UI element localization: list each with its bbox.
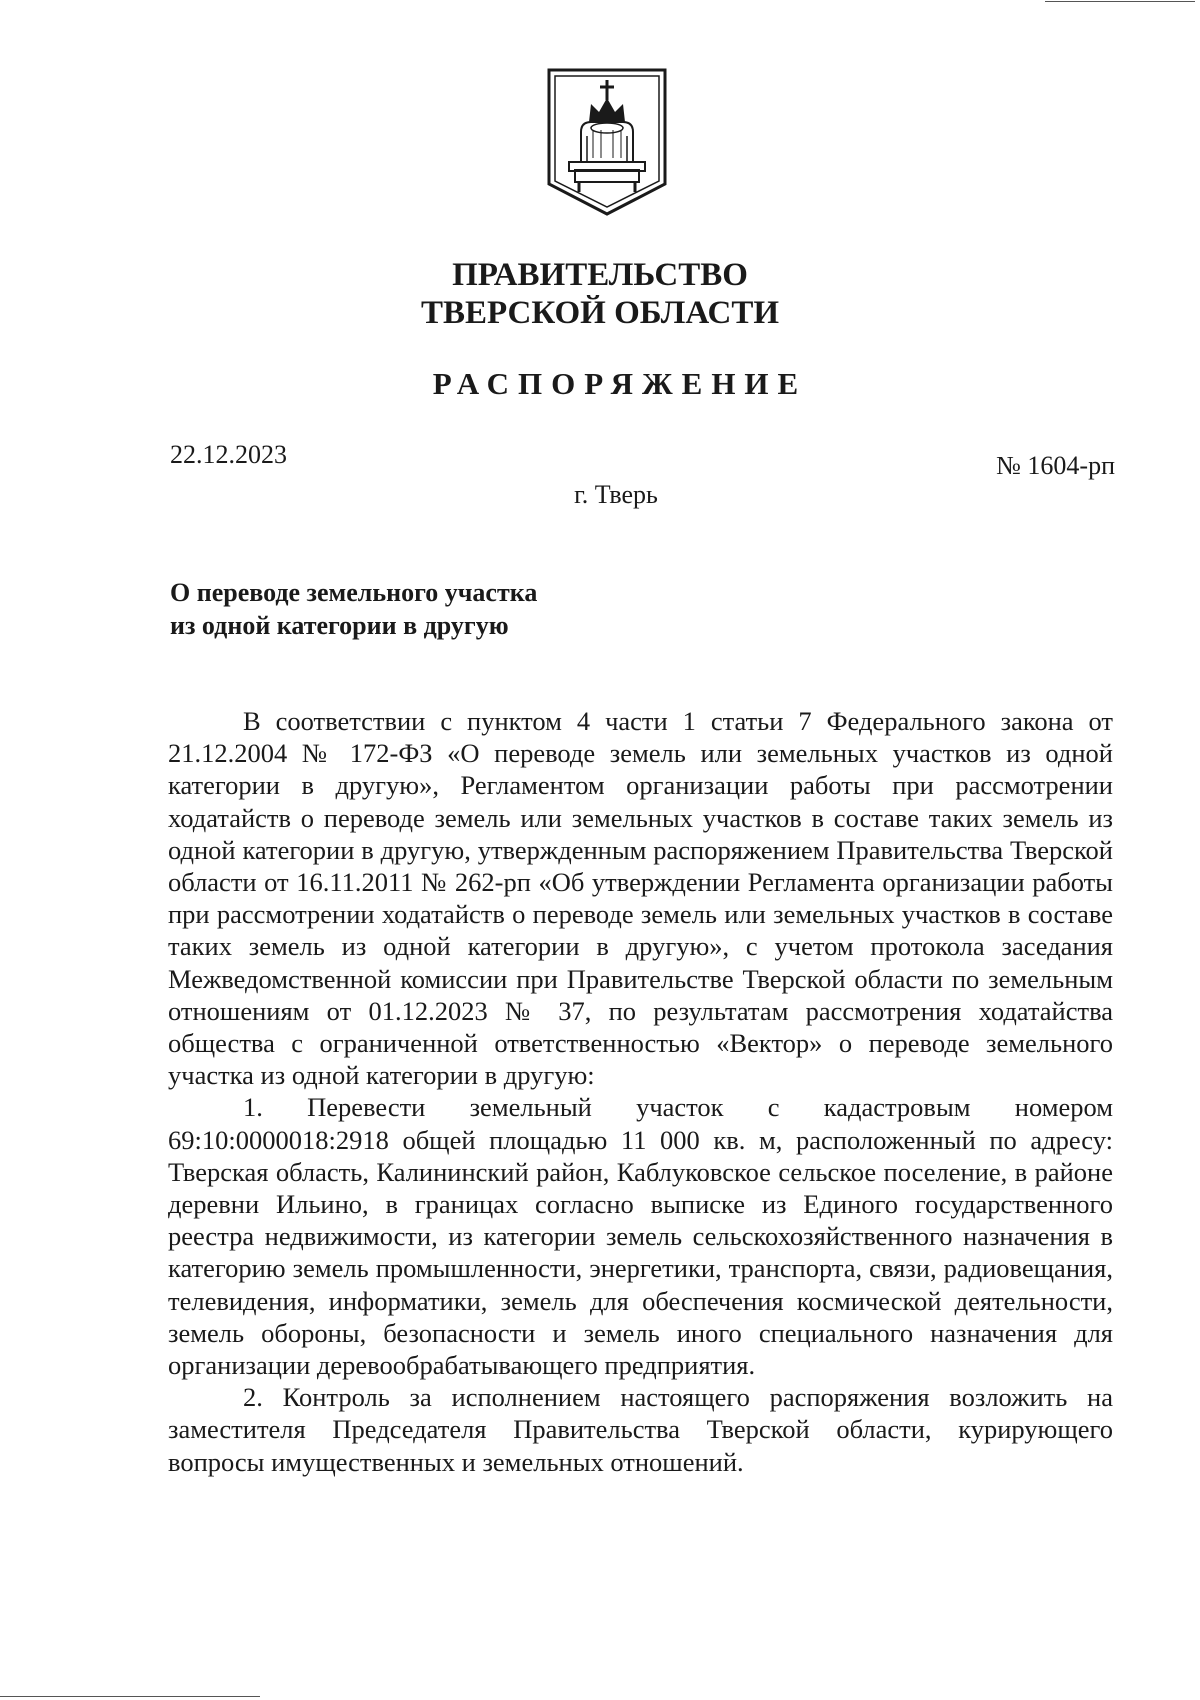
document-subject bbox=[170, 576, 690, 642]
document-type: РАСПОРЯЖЕНИЕ bbox=[432, 366, 808, 401]
body-preamble: В соответствии с пунктом 4 части 1 статьи 7 Федерального закона от 21.12.2004 № 172-ФЗ «О переводе земель или земельных участков из одной категории в другую», Регламентом организации работы при рассмотрении ходатайств о переводе земель или земельных участков в составе таких земель из одной категории в другую, утвержденным распоряжением Правительства Тверской области от 16.11.2011 № 262-рп «Об утверждении Регламента организации работы при рассмотрении ходатайств о переводе земель или земельных участков в составе таких земель из одной категории в другую», с учетом протокола заседания Межведомственной комиссии при Правительстве Тверской области по земельным отношениям от 01.12.2023 № 37, по результатам рассмотрения ходатайства общества с ограниченной ответственностью «Вектор» о переводе земельного участка из одной категории в другую: bbox=[168, 706, 1113, 1091]
tver-coat-of-arms-icon bbox=[545, 66, 669, 218]
body-item-2: 2. Контроль за исполнением настоящего распоряжения возложить на заместителя Председателя Правительства Тверской области, курирующего вопросы имущественных и земельных отношений. bbox=[168, 1382, 1113, 1477]
subject-line2: из одной категории в другую bbox=[170, 611, 509, 640]
document-body bbox=[168, 705, 1113, 1478]
organization-title-line2: ТВЕРСКОЙ ОБЛАСТИ bbox=[420, 295, 780, 331]
document-city: г. Тверь bbox=[574, 480, 658, 509]
scan-artifact-bottom bbox=[0, 1696, 260, 1697]
scan-artifact-top bbox=[1045, 1, 1195, 2]
body-item-1: 1. Перевести земельный участок с кадастровым номером 69:10:0000018:2918 общей площадью 11 000 кв. м, расположенный по адресу: Тверская область, Калининский район, Каблуковское сельское поселение, в районе деревни Ильино, в границах согласно выписке из Единого государственного реестра недвижимости, из категории земель сельскохозяйственного назначения в категорию земель промышленности, энергетики, транспорта, связи, радиовещания, телевидения, информатики, земель для обеспечения космической деятельности, земель обороны, безопасности и земель иного специального назначения для организации деревообрабатывающего предприятия. bbox=[168, 1092, 1113, 1381]
organization-title-line1: ПРАВИТЕЛЬСТВО bbox=[452, 257, 748, 293]
document-date: 22.12.2023 bbox=[170, 440, 287, 469]
subject-line1: О переводе земельного участка bbox=[170, 578, 538, 607]
document-number: № 1604-рп bbox=[996, 451, 1115, 480]
